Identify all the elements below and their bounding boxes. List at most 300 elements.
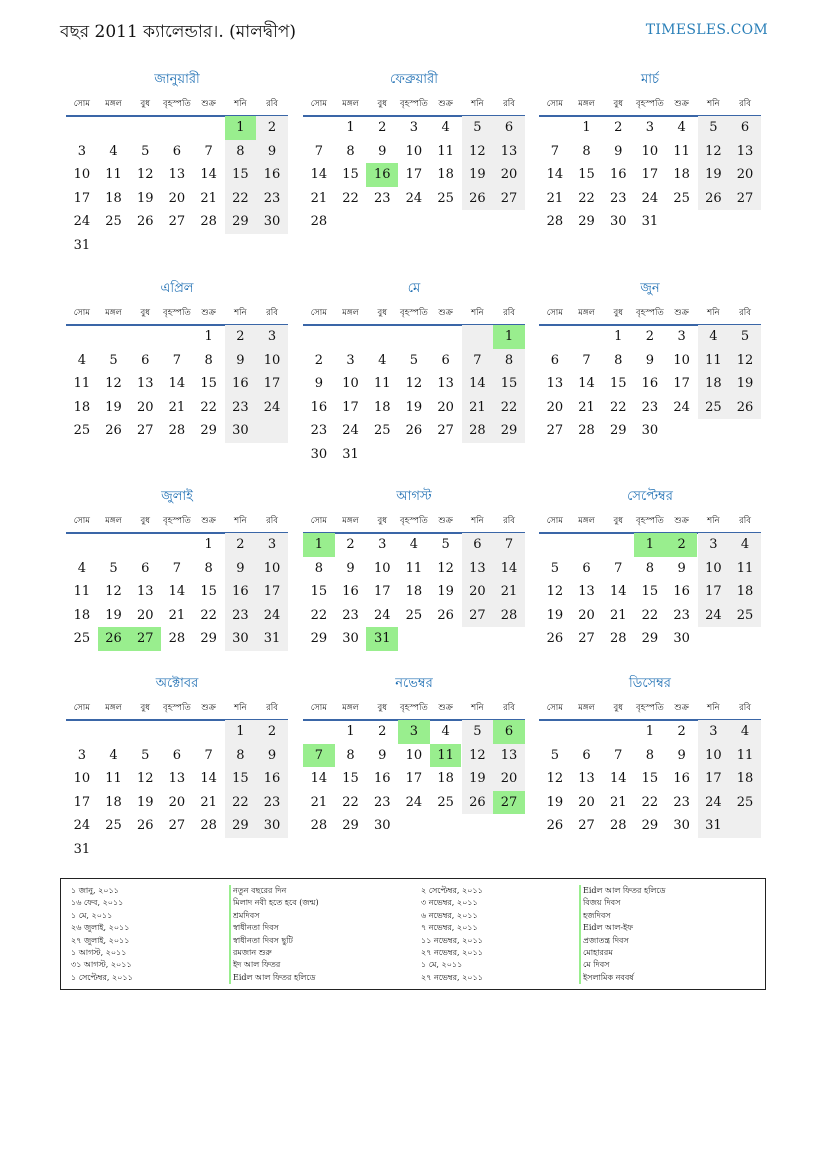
holiday-day-cell[interactable]: 2 (666, 533, 698, 557)
day-cell[interactable]: 19 (136, 794, 154, 810)
day-cell[interactable]: 11 (405, 560, 423, 576)
day-cell[interactable]: 2 (645, 329, 655, 344)
day-cell[interactable]: 2 (236, 329, 245, 344)
day-cell[interactable]: 14 (200, 771, 217, 786)
day-cell[interactable]: 8 (645, 747, 655, 763)
day-cell[interactable]: 6 (550, 352, 559, 368)
day-cell[interactable]: 16 (609, 167, 627, 182)
day-cell[interactable]: 21 (546, 190, 564, 206)
day-cell[interactable]: 11 (73, 376, 91, 391)
day-cell[interactable]: 6 (441, 352, 450, 368)
day-cell[interactable]: 16 (232, 376, 249, 391)
day-cell[interactable]: 29 (200, 423, 217, 438)
day-cell[interactable]: 29 (609, 423, 627, 438)
day-cell[interactable]: 14 (168, 376, 186, 391)
day-cell[interactable]: 21 (200, 794, 217, 810)
day-cell[interactable]: 21 (200, 190, 217, 206)
day-cell[interactable]: 7 (172, 352, 182, 368)
day-cell[interactable]: 13 (546, 376, 564, 391)
day-cell[interactable]: 23 (673, 607, 690, 623)
day-cell[interactable]: 24 (641, 190, 659, 206)
day-cell[interactable]: 26 (546, 631, 564, 646)
day-cell[interactable]: 4 (677, 120, 686, 135)
day-cell[interactable]: 30 (310, 446, 328, 462)
day-cell[interactable]: 2 (378, 724, 387, 739)
day-cell[interactable]: 4 (740, 724, 750, 739)
day-cell[interactable]: 24 (705, 607, 722, 623)
day-cell[interactable]: 25 (105, 214, 122, 229)
day-cell[interactable]: 15 (200, 376, 217, 391)
day-cell[interactable]: 18 (73, 399, 91, 415)
day-cell[interactable]: 5 (709, 120, 718, 135)
day-cell[interactable]: 15 (342, 771, 359, 786)
day-cell[interactable]: 10 (263, 560, 281, 576)
day-cell[interactable]: 21 (500, 584, 518, 599)
day-cell[interactable]: 25 (673, 190, 690, 206)
day-cell[interactable]: 1 (645, 724, 655, 739)
day-cell[interactable]: 4 (441, 120, 450, 135)
holiday-day-cell[interactable]: 11 (430, 744, 462, 768)
day-cell[interactable]: 20 (500, 167, 518, 182)
day-cell[interactable]: 28 (546, 214, 564, 229)
day-cell[interactable]: 27 (578, 631, 595, 646)
day-cell[interactable]: 1 (582, 120, 591, 135)
day-cell[interactable]: 20 (736, 167, 754, 182)
day-cell[interactable]: 4 (77, 560, 86, 576)
day-cell[interactable]: 10 (405, 143, 423, 159)
day-cell[interactable]: 6 (141, 560, 150, 576)
day-cell[interactable]: 29 (500, 423, 518, 438)
day-cell[interactable]: 21 (310, 190, 328, 206)
day-cell[interactable]: 20 (136, 607, 154, 623)
day-cell[interactable]: 31 (263, 631, 281, 646)
day-cell[interactable]: 25 (105, 818, 122, 833)
day-cell[interactable]: 2 (236, 537, 245, 552)
day-cell[interactable]: 5 (550, 560, 559, 576)
day-cell[interactable]: 17 (405, 771, 423, 786)
day-cell[interactable]: 28 (310, 214, 328, 229)
day-cell[interactable]: 3 (77, 747, 86, 763)
day-cell[interactable]: 15 (641, 584, 659, 599)
day-cell[interactable]: 13 (168, 167, 186, 182)
day-cell[interactable]: 9 (346, 560, 355, 576)
day-cell[interactable]: 19 (437, 584, 454, 599)
day-cell[interactable]: 17 (263, 584, 281, 599)
day-cell[interactable]: 25 (705, 399, 722, 415)
day-cell[interactable]: 15 (232, 771, 249, 786)
day-cell[interactable]: 18 (705, 376, 722, 391)
holiday-day-cell[interactable]: 1 (303, 533, 335, 557)
day-cell[interactable]: 28 (200, 818, 217, 833)
day-cell[interactable]: 24 (405, 190, 423, 206)
day-cell[interactable]: 23 (310, 423, 328, 438)
day-cell[interactable]: 25 (405, 607, 423, 623)
day-cell[interactable]: 22 (200, 607, 217, 623)
day-cell[interactable]: 26 (469, 190, 486, 206)
day-cell[interactable]: 21 (578, 399, 595, 415)
day-cell[interactable]: 4 (441, 724, 450, 739)
day-cell[interactable]: 11 (73, 584, 91, 599)
day-cell[interactable]: 24 (673, 399, 690, 415)
holiday-day-cell[interactable]: 7 (303, 744, 335, 768)
day-cell[interactable]: 30 (263, 818, 281, 833)
day-cell[interactable]: 7 (582, 352, 591, 368)
day-cell[interactable]: 8 (504, 352, 514, 368)
day-cell[interactable]: 2 (677, 724, 686, 739)
day-cell[interactable]: 14 (500, 560, 518, 576)
holiday-day-cell[interactable]: 26 (98, 627, 130, 651)
day-cell[interactable]: 10 (673, 352, 690, 368)
day-cell[interactable]: 14 (310, 167, 328, 182)
day-cell[interactable]: 18 (437, 771, 454, 786)
day-cell[interactable]: 16 (310, 399, 328, 415)
day-cell[interactable]: 10 (705, 747, 722, 763)
day-cell[interactable]: 16 (641, 376, 659, 391)
day-cell[interactable]: 8 (582, 143, 591, 159)
day-cell[interactable]: 3 (709, 537, 718, 552)
day-cell[interactable]: 3 (346, 352, 355, 368)
day-cell[interactable]: 26 (405, 423, 423, 438)
day-cell[interactable]: 29 (200, 631, 217, 646)
day-cell[interactable]: 31 (73, 237, 91, 253)
day-cell[interactable]: 7 (204, 143, 213, 159)
day-cell[interactable]: 4 (77, 352, 86, 368)
day-cell[interactable]: 28 (578, 423, 595, 438)
site-brand-link[interactable]: TIMESLES.COM (645, 22, 768, 38)
day-cell[interactable]: 1 (346, 724, 355, 739)
day-cell[interactable]: 20 (578, 794, 595, 810)
day-cell[interactable]: 17 (342, 399, 359, 415)
day-cell[interactable]: 20 (168, 794, 186, 810)
day-cell[interactable]: 23 (609, 190, 627, 206)
day-cell[interactable]: 25 (736, 794, 754, 810)
day-cell[interactable]: 23 (232, 399, 249, 415)
day-cell[interactable]: 23 (373, 794, 391, 810)
day-cell[interactable]: 22 (200, 399, 217, 415)
day-cell[interactable]: 8 (236, 143, 245, 159)
day-cell[interactable]: 30 (641, 423, 659, 438)
day-cell[interactable]: 9 (677, 747, 686, 763)
day-cell[interactable]: 28 (200, 214, 217, 229)
day-cell[interactable]: 21 (310, 794, 328, 810)
day-cell[interactable]: 6 (172, 143, 182, 159)
day-cell[interactable]: 12 (136, 167, 154, 182)
day-cell[interactable]: 17 (73, 794, 91, 810)
day-cell[interactable]: 7 (314, 143, 323, 159)
day-cell[interactable]: 24 (405, 794, 423, 810)
day-cell[interactable]: 30 (342, 631, 359, 646)
day-cell[interactable]: 9 (378, 143, 387, 159)
day-cell[interactable]: 31 (73, 841, 91, 857)
day-cell[interactable]: 4 (409, 537, 419, 552)
day-cell[interactable]: 13 (500, 747, 518, 763)
day-cell[interactable]: 22 (232, 794, 249, 810)
day-cell[interactable]: 31 (705, 818, 722, 833)
day-cell[interactable]: 14 (200, 167, 217, 182)
day-cell[interactable]: 15 (609, 376, 627, 391)
day-cell[interactable]: 12 (705, 143, 722, 159)
day-cell[interactable]: 6 (504, 120, 514, 135)
day-cell[interactable]: 18 (437, 167, 454, 182)
day-cell[interactable]: 11 (105, 167, 122, 182)
day-cell[interactable]: 28 (168, 423, 186, 438)
day-cell[interactable]: 15 (342, 167, 359, 182)
day-cell[interactable]: 4 (109, 143, 118, 159)
day-cell[interactable]: 19 (705, 167, 722, 182)
day-cell[interactable]: 26 (736, 399, 754, 415)
day-cell[interactable]: 25 (437, 190, 454, 206)
day-cell[interactable]: 28 (500, 607, 518, 623)
day-cell[interactable]: 5 (109, 560, 118, 576)
day-cell[interactable]: 23 (641, 399, 659, 415)
day-cell[interactable]: 9 (677, 560, 686, 576)
day-cell[interactable]: 3 (645, 120, 655, 135)
day-cell[interactable]: 20 (437, 399, 454, 415)
day-cell[interactable]: 24 (73, 214, 91, 229)
day-cell[interactable]: 11 (673, 143, 690, 159)
day-cell[interactable]: 23 (263, 190, 281, 206)
day-cell[interactable]: 1 (204, 329, 213, 344)
day-cell[interactable]: 25 (373, 423, 391, 438)
day-cell[interactable]: 29 (232, 214, 249, 229)
day-cell[interactable]: 19 (105, 607, 122, 623)
day-cell[interactable]: 8 (645, 560, 655, 576)
day-cell[interactable]: 9 (614, 143, 623, 159)
day-cell[interactable]: 3 (709, 724, 718, 739)
day-cell[interactable]: 3 (267, 537, 277, 552)
day-cell[interactable]: 3 (409, 120, 419, 135)
day-cell[interactable]: 12 (105, 584, 122, 599)
day-cell[interactable]: 30 (673, 631, 690, 646)
day-cell[interactable]: 25 (736, 607, 754, 623)
day-cell[interactable]: 18 (73, 607, 91, 623)
day-cell[interactable]: 21 (469, 399, 486, 415)
holiday-day-cell[interactable]: 1 (225, 116, 257, 140)
day-cell[interactable]: 10 (705, 560, 722, 576)
day-cell[interactable]: 25 (73, 631, 91, 646)
day-cell[interactable]: 23 (373, 190, 391, 206)
day-cell[interactable]: 6 (172, 747, 182, 763)
day-cell[interactable]: 27 (136, 423, 154, 438)
day-cell[interactable]: 19 (469, 771, 486, 786)
day-cell[interactable]: 17 (405, 167, 423, 182)
day-cell[interactable]: 12 (437, 560, 454, 576)
day-cell[interactable]: 14 (578, 376, 595, 391)
day-cell[interactable]: 16 (232, 584, 249, 599)
day-cell[interactable]: 26 (136, 214, 154, 229)
day-cell[interactable]: 23 (342, 607, 359, 623)
day-cell[interactable]: 18 (105, 190, 122, 206)
day-cell[interactable]: 13 (578, 584, 595, 599)
day-cell[interactable]: 13 (437, 376, 454, 391)
day-cell[interactable]: 16 (263, 167, 281, 182)
day-cell[interactable]: 9 (267, 747, 277, 763)
day-cell[interactable]: 2 (614, 120, 623, 135)
day-cell[interactable]: 8 (204, 560, 213, 576)
day-cell[interactable]: 12 (546, 771, 564, 786)
day-cell[interactable]: 2 (346, 537, 355, 552)
day-cell[interactable]: 21 (168, 399, 186, 415)
day-cell[interactable]: 10 (73, 167, 91, 182)
day-cell[interactable]: 28 (609, 818, 627, 833)
day-cell[interactable]: 3 (677, 329, 686, 344)
day-cell[interactable]: 26 (105, 423, 122, 438)
day-cell[interactable]: 14 (546, 167, 564, 182)
day-cell[interactable]: 19 (546, 794, 564, 810)
day-cell[interactable]: 25 (73, 423, 91, 438)
day-cell[interactable]: 17 (705, 584, 722, 599)
day-cell[interactable]: 16 (342, 584, 359, 599)
holiday-day-cell[interactable]: 31 (366, 627, 398, 651)
day-cell[interactable]: 24 (263, 607, 281, 623)
day-cell[interactable]: 6 (141, 352, 150, 368)
day-cell[interactable]: 12 (469, 143, 486, 159)
day-cell[interactable]: 18 (405, 584, 423, 599)
day-cell[interactable]: 19 (105, 399, 122, 415)
day-cell[interactable]: 16 (673, 771, 690, 786)
day-cell[interactable]: 5 (473, 120, 482, 135)
day-cell[interactable]: 7 (172, 560, 182, 576)
day-cell[interactable]: 8 (614, 352, 623, 368)
day-cell[interactable]: 5 (141, 747, 150, 763)
day-cell[interactable]: 14 (168, 584, 186, 599)
day-cell[interactable]: 11 (437, 143, 454, 159)
day-cell[interactable]: 14 (609, 584, 627, 599)
day-cell[interactable]: 9 (314, 376, 323, 391)
day-cell[interactable]: 25 (437, 794, 454, 810)
day-cell[interactable]: 15 (200, 584, 217, 599)
day-cell[interactable]: 24 (705, 794, 722, 810)
day-cell[interactable]: 5 (441, 537, 450, 552)
day-cell[interactable]: 18 (736, 771, 754, 786)
day-cell[interactable]: 6 (473, 537, 482, 552)
day-cell[interactable]: 22 (342, 794, 359, 810)
day-cell[interactable]: 4 (709, 329, 718, 344)
day-cell[interactable]: 22 (578, 190, 595, 206)
day-cell[interactable]: 17 (73, 190, 91, 206)
day-cell[interactable]: 11 (105, 771, 122, 786)
day-cell[interactable]: 24 (373, 607, 391, 623)
day-cell[interactable]: 20 (578, 607, 595, 623)
day-cell[interactable]: 10 (342, 376, 359, 391)
day-cell[interactable]: 1 (204, 537, 213, 552)
day-cell[interactable]: 14 (609, 771, 627, 786)
day-cell[interactable]: 13 (469, 560, 486, 576)
day-cell[interactable]: 20 (500, 771, 518, 786)
day-cell[interactable]: 20 (136, 399, 154, 415)
day-cell[interactable]: 9 (378, 747, 387, 763)
day-cell[interactable]: 26 (705, 190, 722, 206)
day-cell[interactable]: 7 (614, 747, 623, 763)
day-cell[interactable]: 22 (232, 190, 249, 206)
day-cell[interactable]: 28 (469, 423, 486, 438)
day-cell[interactable]: 6 (740, 120, 750, 135)
day-cell[interactable]: 4 (109, 747, 118, 763)
day-cell[interactable]: 30 (373, 818, 391, 833)
day-cell[interactable]: 24 (73, 818, 91, 833)
day-cell[interactable]: 29 (310, 631, 328, 646)
day-cell[interactable]: 30 (609, 214, 627, 229)
day-cell[interactable]: 27 (578, 818, 595, 833)
day-cell[interactable]: 27 (168, 818, 186, 833)
day-cell[interactable]: 14 (469, 376, 486, 391)
day-cell[interactable]: 14 (310, 771, 328, 786)
day-cell[interactable]: 3 (267, 329, 277, 344)
day-cell[interactable]: 21 (168, 607, 186, 623)
day-cell[interactable]: 27 (500, 190, 518, 206)
day-cell[interactable]: 7 (504, 537, 514, 552)
day-cell[interactable]: 17 (673, 376, 690, 391)
day-cell[interactable]: 4 (740, 537, 750, 552)
day-cell[interactable]: 26 (136, 818, 154, 833)
day-cell[interactable]: 30 (673, 818, 690, 833)
day-cell[interactable]: 15 (232, 167, 249, 182)
day-cell[interactable]: 5 (409, 352, 419, 368)
day-cell[interactable]: 7 (204, 747, 213, 763)
day-cell[interactable]: 22 (609, 399, 627, 415)
day-cell[interactable]: 12 (546, 584, 564, 599)
day-cell[interactable]: 17 (263, 376, 281, 391)
day-cell[interactable]: 11 (705, 352, 722, 368)
holiday-day-cell[interactable]: 27 (129, 627, 161, 651)
day-cell[interactable]: 13 (578, 771, 595, 786)
day-cell[interactable]: 26 (469, 794, 486, 810)
holiday-day-cell[interactable]: 3 (398, 720, 430, 744)
day-cell[interactable]: 22 (641, 607, 659, 623)
day-cell[interactable]: 16 (373, 771, 391, 786)
day-cell[interactable]: 26 (546, 818, 564, 833)
day-cell[interactable]: 24 (342, 423, 359, 438)
holiday-day-cell[interactable]: 27 (493, 791, 525, 815)
day-cell[interactable]: 18 (105, 794, 122, 810)
day-cell[interactable]: 10 (405, 747, 423, 763)
day-cell[interactable]: 27 (437, 423, 454, 438)
day-cell[interactable]: 20 (546, 399, 564, 415)
day-cell[interactable]: 19 (546, 607, 564, 623)
day-cell[interactable]: 12 (736, 352, 754, 368)
holiday-day-cell[interactable]: 1 (634, 533, 666, 557)
day-cell[interactable]: 19 (405, 399, 423, 415)
day-cell[interactable]: 11 (736, 560, 754, 576)
day-cell[interactable]: 2 (314, 352, 323, 368)
day-cell[interactable]: 5 (473, 724, 482, 739)
day-cell[interactable]: 10 (373, 560, 391, 576)
day-cell[interactable]: 29 (578, 214, 595, 229)
day-cell[interactable]: 29 (641, 631, 659, 646)
day-cell[interactable]: 2 (267, 120, 277, 135)
day-cell[interactable]: 27 (546, 423, 564, 438)
day-cell[interactable]: 31 (641, 214, 659, 229)
day-cell[interactable]: 8 (204, 352, 213, 368)
day-cell[interactable]: 23 (673, 794, 690, 810)
day-cell[interactable]: 17 (641, 167, 659, 182)
day-cell[interactable]: 19 (136, 190, 154, 206)
day-cell[interactable]: 29 (342, 818, 359, 833)
day-cell[interactable]: 12 (405, 376, 423, 391)
day-cell[interactable]: 8 (236, 747, 245, 763)
day-cell[interactable]: 6 (582, 747, 591, 763)
day-cell[interactable]: 20 (168, 190, 186, 206)
day-cell[interactable]: 10 (73, 771, 91, 786)
day-cell[interactable]: 22 (310, 607, 328, 623)
holiday-day-cell[interactable]: 16 (366, 163, 398, 187)
day-cell[interactable]: 9 (236, 560, 245, 576)
day-cell[interactable]: 1 (346, 120, 355, 135)
day-cell[interactable]: 30 (263, 214, 281, 229)
day-cell[interactable]: 28 (609, 631, 627, 646)
day-cell[interactable]: 13 (736, 143, 754, 159)
day-cell[interactable]: 20 (469, 584, 486, 599)
